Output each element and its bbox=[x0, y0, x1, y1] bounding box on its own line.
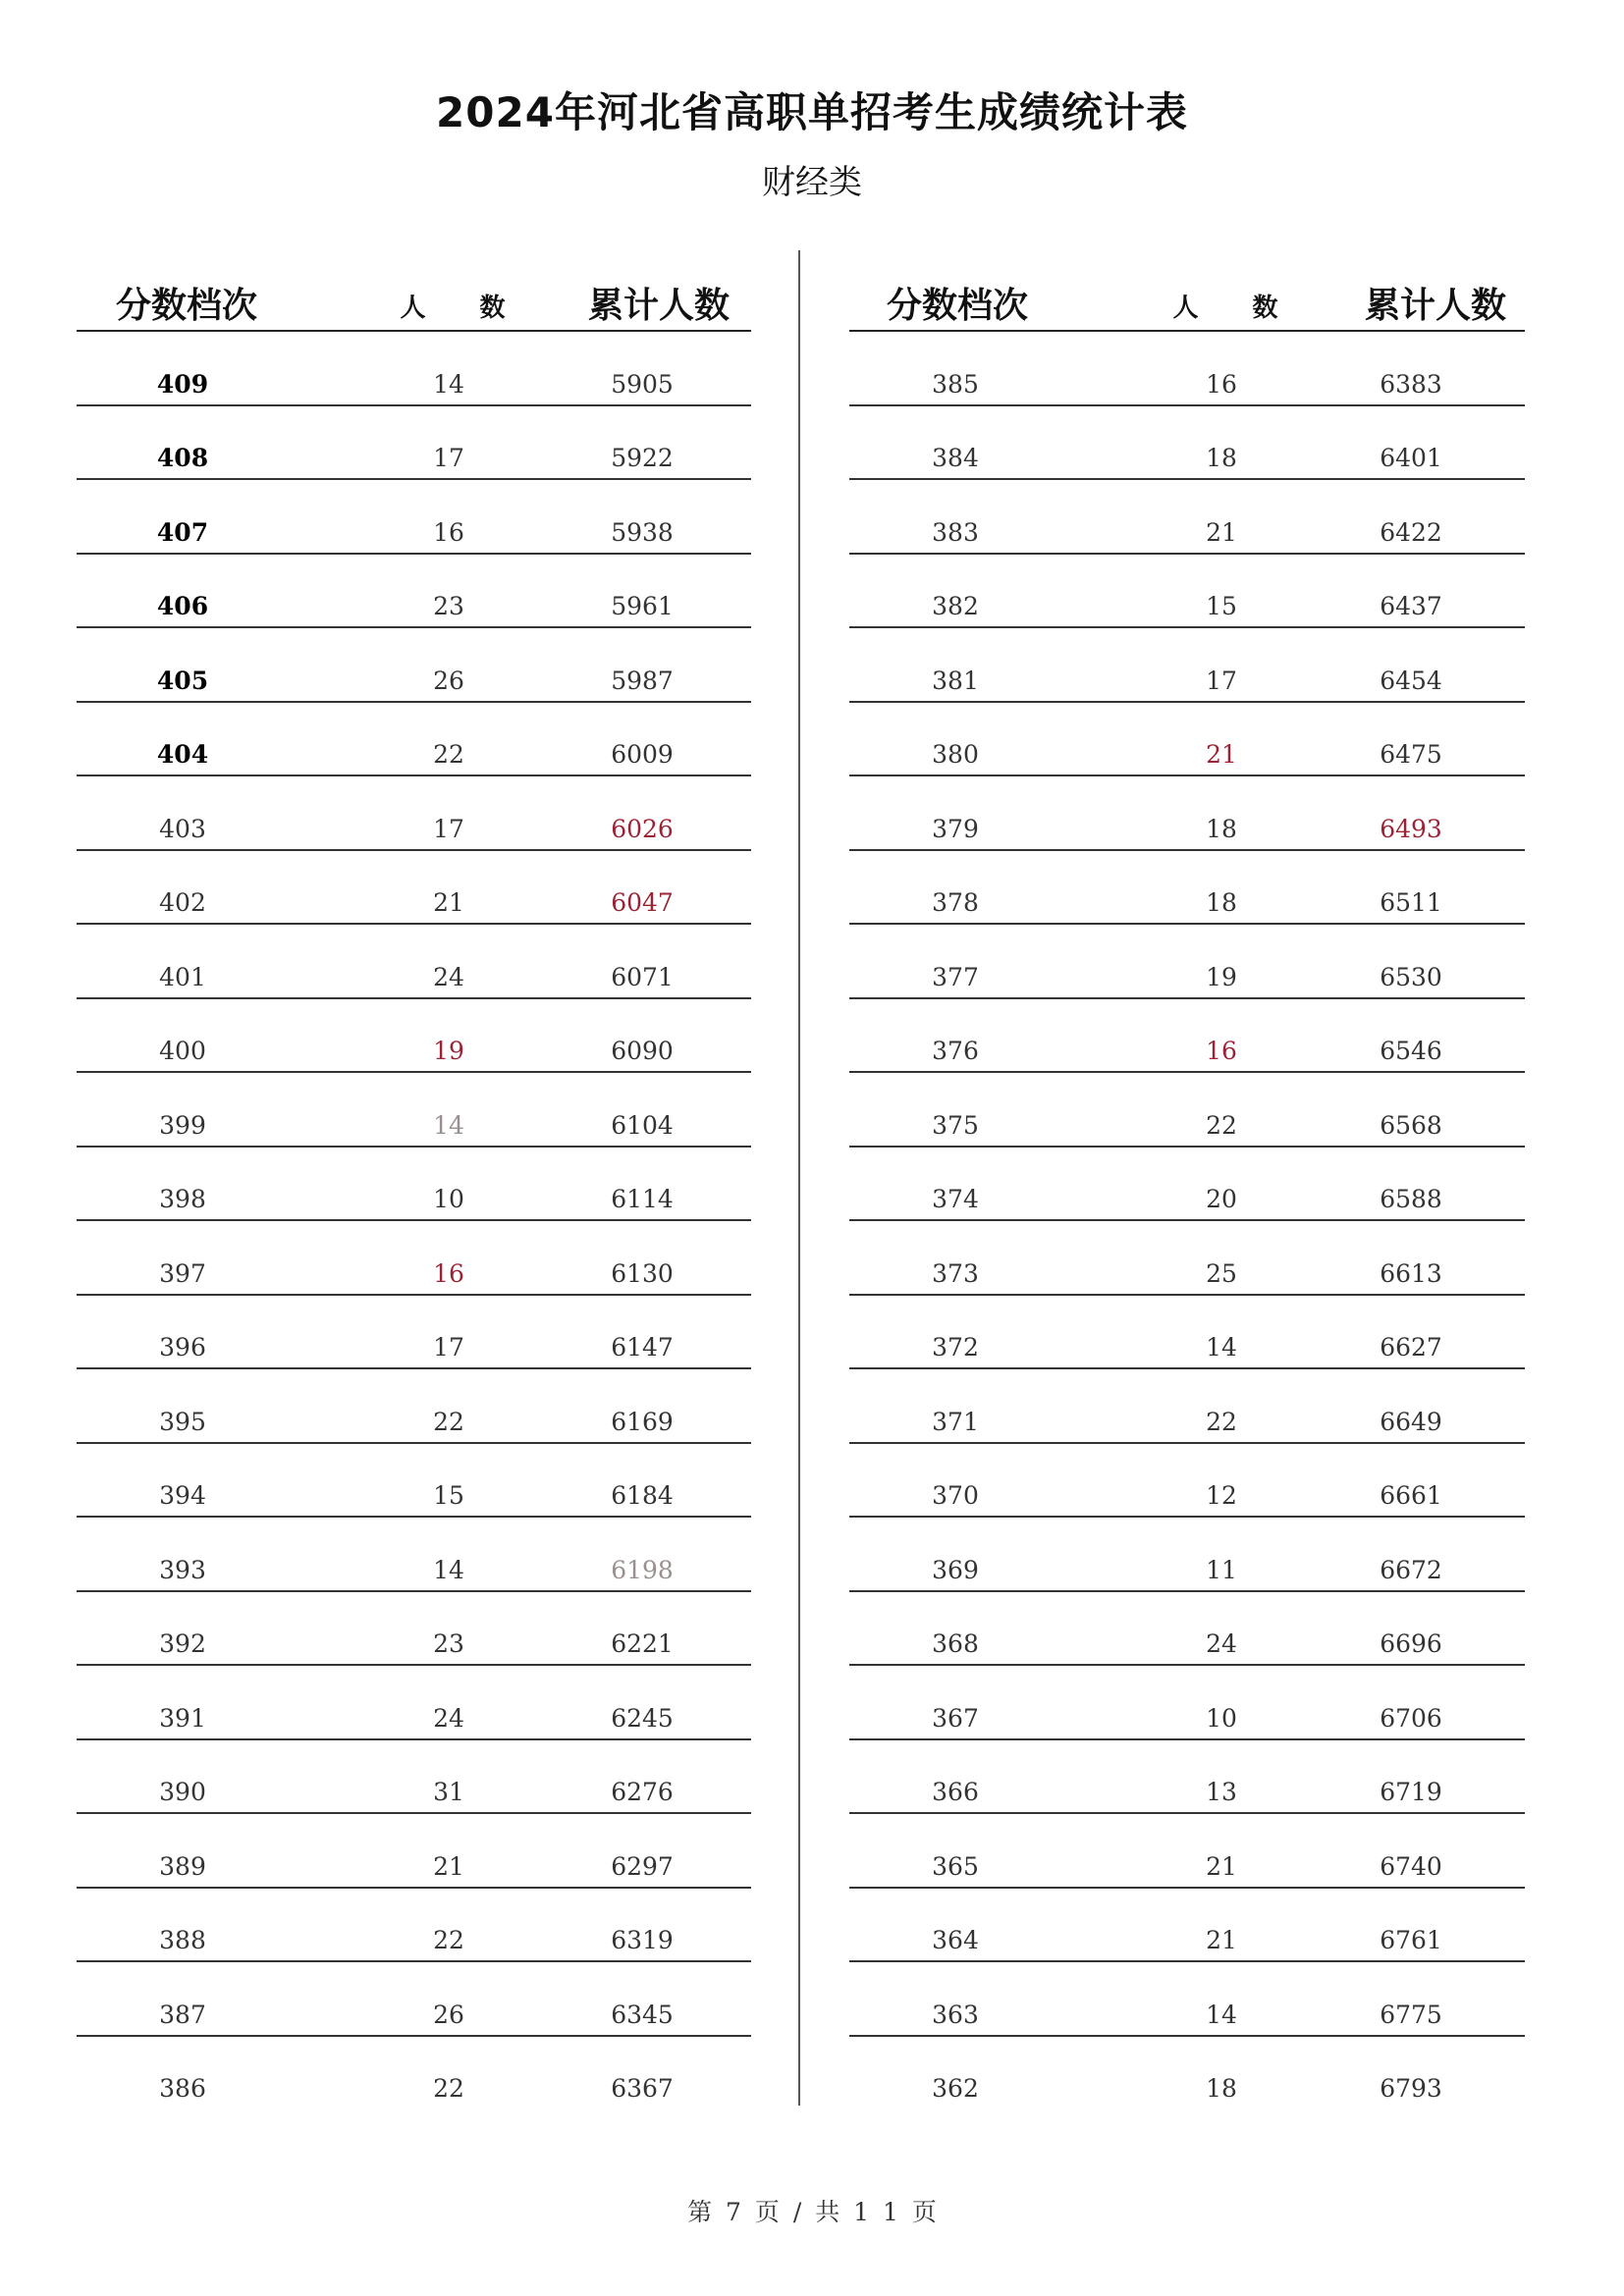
cumulative-cell: 6588 bbox=[1380, 1185, 1442, 1213]
table-row bbox=[77, 999, 751, 1074]
table-row bbox=[77, 1889, 751, 1963]
score-cell: 399 bbox=[159, 1110, 206, 1140]
table-row bbox=[849, 1221, 1525, 1296]
cumulative-cell: 6198 bbox=[611, 1555, 674, 1584]
score-cell: 408 bbox=[156, 444, 209, 472]
cumulative-cell: 5987 bbox=[611, 666, 674, 695]
table-row bbox=[77, 1148, 751, 1222]
table-row bbox=[77, 628, 751, 703]
count-cell: 23 bbox=[433, 592, 464, 620]
score-cell: 397 bbox=[159, 1258, 206, 1288]
cumulative-cell: 6568 bbox=[1380, 1110, 1442, 1140]
header-score: 分数档次 bbox=[115, 286, 257, 326]
count-cell: 17 bbox=[433, 444, 464, 472]
score-cell: 372 bbox=[932, 1333, 979, 1362]
page-subtitle: 财经类 bbox=[762, 163, 862, 202]
cumulative-cell: 5938 bbox=[611, 517, 674, 547]
cumulative-cell: 6493 bbox=[1380, 814, 1442, 843]
score-cell: 388 bbox=[159, 1926, 206, 1954]
score-cell: 375 bbox=[932, 1110, 979, 1140]
count-cell: 12 bbox=[1206, 1481, 1237, 1510]
table-row bbox=[77, 1444, 751, 1519]
table-row bbox=[849, 628, 1525, 703]
score-cell: 384 bbox=[932, 444, 979, 472]
score-cell: 369 bbox=[932, 1555, 979, 1584]
score-cell: 409 bbox=[156, 369, 209, 399]
table-body bbox=[77, 332, 751, 2109]
header-cumulative: 累计人数 bbox=[1364, 286, 1506, 326]
count-cell: 17 bbox=[433, 1333, 464, 1362]
table-row bbox=[77, 776, 751, 851]
score-cell: 374 bbox=[932, 1185, 979, 1213]
table-row bbox=[77, 1814, 751, 1889]
table-row bbox=[849, 480, 1525, 555]
table-row bbox=[77, 406, 751, 481]
cumulative-cell: 6090 bbox=[611, 1037, 674, 1065]
score-cell: 391 bbox=[159, 1703, 206, 1733]
header-count: 人数 bbox=[1172, 294, 1332, 323]
cumulative-cell: 6672 bbox=[1380, 1555, 1442, 1584]
table-row bbox=[77, 1740, 751, 1815]
table-row bbox=[77, 1962, 751, 2037]
cumulative-cell: 6775 bbox=[1380, 2000, 1442, 2029]
score-cell: 400 bbox=[159, 1037, 206, 1065]
count-cell: 25 bbox=[1206, 1258, 1237, 1288]
score-cell: 364 bbox=[932, 1926, 979, 1954]
page-title: 2024年河北省高职单招考生成绩统计表 bbox=[436, 88, 1188, 136]
count-cell: 31 bbox=[433, 1778, 464, 1806]
page-footer: 第 7 页 / 共 1 1 页 bbox=[687, 2198, 937, 2226]
count-cell: 16 bbox=[1206, 1037, 1237, 1065]
count-cell: 24 bbox=[433, 1703, 464, 1733]
table-row bbox=[849, 1518, 1525, 1592]
score-cell: 386 bbox=[159, 2074, 206, 2103]
table-row bbox=[77, 480, 751, 555]
score-cell: 404 bbox=[156, 740, 209, 769]
cumulative-cell: 6546 bbox=[1380, 1037, 1442, 1065]
cumulative-cell: 6345 bbox=[611, 2000, 674, 2029]
score-cell: 378 bbox=[932, 888, 979, 917]
table-row bbox=[77, 1073, 751, 1148]
table-row bbox=[77, 555, 751, 629]
score-cell: 392 bbox=[159, 1629, 206, 1658]
table-row bbox=[849, 332, 1525, 406]
cumulative-cell: 6475 bbox=[1380, 740, 1442, 769]
score-cell: 381 bbox=[932, 666, 979, 695]
count-cell: 21 bbox=[433, 888, 464, 917]
table-row bbox=[849, 555, 1525, 629]
table-row bbox=[77, 2037, 751, 2109]
table-row bbox=[849, 1073, 1525, 1148]
score-cell: 393 bbox=[159, 1555, 206, 1584]
table-row bbox=[77, 703, 751, 777]
count-cell: 16 bbox=[433, 1258, 464, 1288]
count-cell: 21 bbox=[433, 1851, 464, 1881]
score-cell: 376 bbox=[932, 1037, 979, 1065]
table-body bbox=[849, 332, 1525, 2109]
count-cell: 26 bbox=[433, 666, 464, 695]
table-header bbox=[77, 275, 751, 332]
count-cell: 23 bbox=[433, 1629, 464, 1658]
table-header bbox=[849, 275, 1525, 332]
score-cell: 396 bbox=[159, 1333, 206, 1362]
score-table-left bbox=[77, 275, 751, 2109]
cumulative-cell: 5961 bbox=[611, 592, 674, 620]
cumulative-cell: 6696 bbox=[1380, 1629, 1442, 1658]
table-row bbox=[849, 1740, 1525, 1815]
score-cell: 405 bbox=[156, 666, 209, 695]
score-cell: 385 bbox=[932, 369, 979, 399]
cumulative-cell: 6169 bbox=[611, 1407, 674, 1436]
cumulative-cell: 6104 bbox=[611, 1110, 674, 1140]
score-cell: 380 bbox=[932, 740, 979, 769]
table-row bbox=[77, 1518, 751, 1592]
cumulative-cell: 6530 bbox=[1380, 962, 1442, 991]
count-cell: 26 bbox=[433, 2000, 464, 2029]
score-cell: 366 bbox=[932, 1778, 979, 1806]
count-cell: 18 bbox=[1206, 444, 1237, 472]
cumulative-cell: 6511 bbox=[1380, 888, 1442, 917]
count-cell: 15 bbox=[433, 1481, 464, 1510]
score-cell: 395 bbox=[159, 1407, 206, 1436]
score-cell: 371 bbox=[932, 1407, 979, 1436]
cumulative-cell: 6297 bbox=[611, 1851, 674, 1881]
table-row bbox=[849, 776, 1525, 851]
count-cell: 14 bbox=[1206, 1333, 1237, 1362]
cumulative-cell: 5922 bbox=[611, 444, 674, 472]
table-row bbox=[849, 999, 1525, 1074]
count-cell: 18 bbox=[1206, 814, 1237, 843]
count-cell: 17 bbox=[1206, 666, 1237, 695]
header-score: 分数档次 bbox=[886, 286, 1028, 326]
count-cell: 16 bbox=[433, 517, 464, 547]
cumulative-cell: 6026 bbox=[611, 814, 674, 843]
table-row bbox=[849, 1962, 1525, 2037]
score-cell: 373 bbox=[932, 1258, 979, 1288]
table-row bbox=[849, 851, 1525, 926]
score-cell: 390 bbox=[159, 1778, 206, 1806]
count-cell: 22 bbox=[1206, 1110, 1237, 1140]
cumulative-cell: 6047 bbox=[611, 888, 674, 917]
table-row bbox=[77, 1296, 751, 1370]
cumulative-cell: 6071 bbox=[611, 962, 674, 991]
cumulative-cell: 6793 bbox=[1380, 2074, 1442, 2103]
table-row bbox=[849, 1666, 1525, 1740]
cumulative-cell: 6649 bbox=[1380, 1407, 1442, 1436]
cumulative-cell: 6147 bbox=[611, 1333, 674, 1362]
table-row bbox=[849, 1296, 1525, 1370]
score-cell: 362 bbox=[932, 2074, 979, 2103]
table-row bbox=[77, 1369, 751, 1444]
count-cell: 14 bbox=[433, 1110, 464, 1140]
cumulative-cell: 6009 bbox=[611, 740, 674, 769]
count-cell: 17 bbox=[433, 814, 464, 843]
count-cell: 14 bbox=[433, 369, 464, 399]
score-cell: 370 bbox=[932, 1481, 979, 1510]
count-cell: 21 bbox=[1206, 517, 1237, 547]
table-row bbox=[849, 1814, 1525, 1889]
header-cumulative: 累计人数 bbox=[587, 286, 730, 326]
score-cell: 365 bbox=[932, 1851, 979, 1881]
cumulative-cell: 6184 bbox=[611, 1481, 674, 1510]
cumulative-cell: 6221 bbox=[611, 1629, 674, 1658]
cumulative-cell: 6613 bbox=[1380, 1258, 1442, 1288]
count-cell: 22 bbox=[433, 740, 464, 769]
score-table-right bbox=[849, 275, 1525, 2109]
count-cell: 21 bbox=[1206, 1926, 1237, 1954]
count-cell: 21 bbox=[1206, 740, 1237, 769]
cumulative-cell: 6245 bbox=[611, 1703, 674, 1733]
cumulative-cell: 6661 bbox=[1380, 1481, 1442, 1510]
column-divider bbox=[798, 250, 800, 2106]
score-cell: 387 bbox=[159, 2000, 206, 2029]
table-row bbox=[849, 2037, 1525, 2109]
table-row bbox=[849, 925, 1525, 999]
cumulative-cell: 6761 bbox=[1380, 1926, 1442, 1954]
score-cell: 382 bbox=[932, 592, 979, 620]
count-cell: 22 bbox=[1206, 1407, 1237, 1436]
cumulative-cell: 6437 bbox=[1380, 592, 1442, 620]
cumulative-cell: 6367 bbox=[611, 2074, 674, 2103]
score-cell: 379 bbox=[932, 814, 979, 843]
count-cell: 13 bbox=[1206, 1778, 1237, 1806]
cumulative-cell: 6719 bbox=[1380, 1778, 1442, 1806]
header-count: 人数 bbox=[400, 294, 560, 323]
table-row bbox=[849, 1592, 1525, 1667]
cumulative-cell: 6401 bbox=[1380, 444, 1442, 472]
table-row bbox=[849, 703, 1525, 777]
score-cell: 406 bbox=[156, 592, 209, 620]
cumulative-cell: 6454 bbox=[1380, 666, 1442, 695]
count-cell: 10 bbox=[1206, 1703, 1237, 1733]
score-cell: 402 bbox=[159, 888, 206, 917]
cumulative-cell: 6114 bbox=[611, 1185, 674, 1213]
score-cell: 383 bbox=[932, 517, 979, 547]
count-cell: 20 bbox=[1206, 1185, 1237, 1213]
cumulative-cell: 5905 bbox=[611, 369, 674, 399]
cumulative-cell: 6319 bbox=[611, 1926, 674, 1954]
count-cell: 21 bbox=[1206, 1851, 1237, 1881]
count-cell: 24 bbox=[1206, 1629, 1237, 1658]
score-cell: 377 bbox=[932, 962, 979, 991]
score-cell: 407 bbox=[156, 517, 209, 547]
cumulative-cell: 6627 bbox=[1380, 1333, 1442, 1362]
cumulative-cell: 6130 bbox=[611, 1258, 674, 1288]
count-cell: 22 bbox=[433, 1407, 464, 1436]
score-cell: 398 bbox=[159, 1185, 206, 1213]
score-cell: 403 bbox=[159, 814, 206, 843]
score-cell: 389 bbox=[159, 1851, 206, 1881]
count-cell: 22 bbox=[433, 1926, 464, 1954]
table-row bbox=[77, 1592, 751, 1667]
table-row bbox=[77, 1666, 751, 1740]
count-cell: 11 bbox=[1206, 1555, 1237, 1584]
table-row bbox=[849, 1148, 1525, 1222]
count-cell: 10 bbox=[433, 1185, 464, 1213]
count-cell: 19 bbox=[1206, 962, 1237, 991]
score-cell: 401 bbox=[159, 962, 206, 991]
table-row bbox=[77, 925, 751, 999]
count-cell: 18 bbox=[1206, 2074, 1237, 2103]
score-cell: 367 bbox=[932, 1703, 979, 1733]
cumulative-cell: 6740 bbox=[1380, 1851, 1442, 1881]
count-cell: 16 bbox=[1206, 369, 1237, 399]
score-cell: 363 bbox=[932, 2000, 979, 2029]
score-cell: 368 bbox=[932, 1629, 979, 1658]
table-row bbox=[849, 1444, 1525, 1519]
score-cell: 394 bbox=[159, 1481, 206, 1510]
count-cell: 18 bbox=[1206, 888, 1237, 917]
count-cell: 19 bbox=[433, 1037, 464, 1065]
cumulative-cell: 6276 bbox=[611, 1778, 674, 1806]
table-row bbox=[77, 851, 751, 926]
count-cell: 14 bbox=[1206, 2000, 1237, 2029]
count-cell: 14 bbox=[433, 1555, 464, 1584]
count-cell: 15 bbox=[1206, 592, 1237, 620]
count-cell: 24 bbox=[433, 962, 464, 991]
table-row bbox=[849, 406, 1525, 481]
table-row bbox=[77, 1221, 751, 1296]
table-row bbox=[849, 1889, 1525, 1963]
table-row bbox=[849, 1369, 1525, 1444]
count-cell: 22 bbox=[433, 2074, 464, 2103]
cumulative-cell: 6422 bbox=[1380, 517, 1442, 547]
table-row bbox=[77, 332, 751, 406]
cumulative-cell: 6706 bbox=[1380, 1703, 1442, 1733]
cumulative-cell: 6383 bbox=[1380, 369, 1442, 399]
